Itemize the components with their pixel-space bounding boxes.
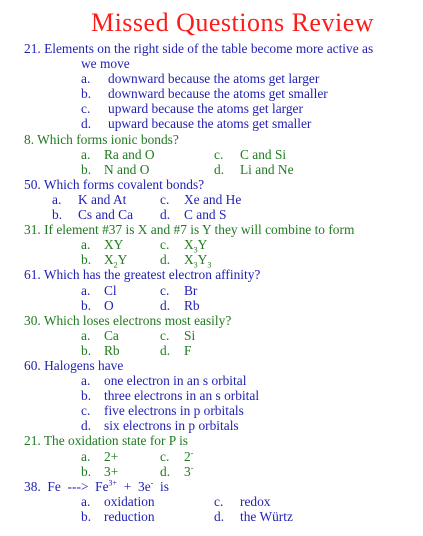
option-formula bbox=[184, 252, 212, 270]
option-text: five electrons in p orbitals bbox=[104, 403, 244, 419]
question-61-stem: 61. Which has the greatest electron affinity? bbox=[24, 267, 261, 283]
option-letter: c. bbox=[160, 282, 170, 298]
option-letter: b. bbox=[81, 463, 92, 479]
option-letter: b. bbox=[52, 207, 63, 223]
option-letter: c. bbox=[160, 448, 170, 464]
question-60-option-row bbox=[0, 403, 423, 418]
option-text: C and S bbox=[184, 207, 227, 223]
option-text: upward because the atoms get larger bbox=[108, 101, 303, 117]
option-text: Xe and He bbox=[184, 191, 242, 207]
option-letter: d. bbox=[81, 418, 92, 434]
question-8-option-row bbox=[0, 162, 423, 177]
option-letter: c. bbox=[160, 191, 170, 207]
charge-sign: - bbox=[190, 463, 194, 473]
charge-number: 3 bbox=[184, 463, 191, 479]
question-50-option-row bbox=[0, 207, 423, 222]
option-text: Rb bbox=[104, 342, 120, 358]
option-text: Si bbox=[184, 327, 196, 343]
formula-part: X bbox=[104, 252, 114, 268]
question-38-stem-row bbox=[0, 479, 423, 494]
question-21-option-row bbox=[0, 116, 423, 131]
option-letter: d. bbox=[160, 342, 171, 358]
option-text: redox bbox=[240, 493, 271, 509]
question-61-stem-row bbox=[0, 267, 423, 282]
formula-subscript: 3 bbox=[193, 245, 198, 255]
question-60-option-row bbox=[0, 418, 423, 433]
formula-subscript: 2 bbox=[113, 260, 118, 270]
question-31-option-row bbox=[0, 252, 423, 270]
formula-part: X bbox=[184, 252, 194, 268]
option-text: upward because the atoms get smaller bbox=[108, 116, 312, 132]
option-text: 3+ bbox=[104, 463, 119, 479]
option-letter: a. bbox=[81, 237, 91, 253]
option-letter: a. bbox=[81, 71, 91, 87]
option-letter: d. bbox=[160, 252, 171, 268]
option-text: Cs and Ca bbox=[78, 207, 134, 223]
question-31-option-row bbox=[0, 237, 423, 255]
formula-subscript: 3 bbox=[193, 260, 198, 270]
option-letter: c. bbox=[160, 327, 170, 343]
equation-part: 38. Fe ---> Fe bbox=[24, 478, 109, 494]
question-sheet bbox=[0, 41, 423, 524]
option-letter: a. bbox=[81, 373, 91, 389]
question-31-stem-row bbox=[0, 222, 423, 237]
option-letter: a. bbox=[81, 327, 91, 343]
question-61-option-row bbox=[0, 298, 423, 313]
page-title: Missed Questions Review bbox=[90, 8, 375, 37]
option-letter: b. bbox=[81, 297, 92, 313]
question-30-option-row bbox=[0, 328, 423, 343]
question-60-stem-row bbox=[0, 358, 423, 373]
question-60-option-row bbox=[0, 373, 423, 388]
option-charge bbox=[184, 464, 193, 479]
question-8-stem: 8. Which forms ionic bonds? bbox=[24, 131, 179, 147]
option-text: six electrons in p orbitals bbox=[104, 418, 239, 434]
option-text: oxidation bbox=[104, 493, 155, 509]
option-text: 2+ bbox=[104, 448, 119, 464]
option-letter: a. bbox=[81, 146, 91, 162]
question-21-stem-row-2 bbox=[0, 56, 423, 71]
option-letter: d. bbox=[160, 207, 171, 223]
option-text: Ca bbox=[104, 327, 119, 343]
option-letter: c. bbox=[81, 101, 91, 117]
option-letter: d. bbox=[160, 463, 171, 479]
option-text: reduction bbox=[104, 508, 155, 524]
question-30-option-row bbox=[0, 343, 423, 358]
option-formula bbox=[184, 237, 208, 255]
option-charge bbox=[184, 449, 193, 464]
question-8-stem-row bbox=[0, 132, 423, 147]
option-text: O bbox=[104, 297, 114, 313]
question-50-option-row bbox=[0, 192, 423, 207]
formula-part: Y bbox=[117, 252, 128, 268]
option-letter: c. bbox=[214, 493, 224, 509]
option-text: Br bbox=[184, 282, 198, 298]
formula-part: Y bbox=[197, 252, 208, 268]
question-60-option-row bbox=[0, 388, 423, 403]
question-50-stem-row bbox=[0, 177, 423, 192]
question-50-stem: 50. Which forms covalent bonds? bbox=[24, 176, 205, 192]
question-21-stem-continued: we move bbox=[81, 56, 130, 72]
option-letter: b. bbox=[81, 342, 92, 358]
question-21-oxidation-option-row bbox=[0, 449, 423, 464]
question-21-option-row bbox=[0, 86, 423, 101]
question-60-stem: 60. Halogens have bbox=[24, 357, 124, 373]
formula-subscript: 3 bbox=[207, 260, 212, 270]
question-21-option-row bbox=[0, 71, 423, 86]
formula-part: X bbox=[184, 237, 194, 253]
option-letter: d. bbox=[160, 297, 171, 313]
question-21-stem-row bbox=[0, 41, 423, 56]
option-text: Cl bbox=[104, 282, 117, 298]
charge-number: 2 bbox=[184, 448, 191, 464]
option-text: downward because the atoms get smaller bbox=[108, 86, 328, 102]
question-61-option-row bbox=[0, 283, 423, 298]
question-8-option-row bbox=[0, 147, 423, 162]
option-letter: b. bbox=[81, 161, 92, 177]
question-21-stem: 21. Elements on the right side of the table become more active as bbox=[24, 41, 374, 56]
option-letter: a. bbox=[81, 493, 91, 509]
option-letter: b. bbox=[81, 252, 92, 268]
equation-part: is bbox=[153, 478, 169, 494]
option-text: Li and Ne bbox=[240, 161, 294, 177]
option-letter: b. bbox=[81, 508, 92, 524]
option-letter: d. bbox=[214, 508, 225, 524]
charge-sign: - bbox=[190, 448, 194, 458]
option-letter: d. bbox=[81, 116, 92, 132]
formula-part: Y bbox=[197, 237, 208, 253]
question-31-stem: 31. If element #37 is X and #7 is Y they will combine to form bbox=[24, 222, 355, 238]
option-text: downward because the atoms get larger bbox=[108, 71, 320, 87]
option-text: Rb bbox=[184, 297, 200, 313]
question-38-option-row bbox=[0, 494, 423, 509]
option-text: three electrons in an s orbital bbox=[104, 388, 260, 404]
option-text: XY bbox=[104, 237, 124, 253]
equation-part: + 3e bbox=[117, 478, 151, 494]
option-letter: b. bbox=[81, 86, 92, 102]
option-text: K and At bbox=[78, 191, 127, 207]
question-21-oxidation-stem: 21. The oxidation state for P is bbox=[24, 433, 189, 449]
option-letter: c. bbox=[81, 403, 91, 419]
option-text: F bbox=[184, 342, 192, 358]
option-letter: c. bbox=[214, 146, 224, 162]
question-38-option-row bbox=[0, 509, 423, 524]
option-letter: a. bbox=[52, 191, 62, 207]
question-21-option-row bbox=[0, 101, 423, 116]
option-text: N and O bbox=[104, 161, 150, 177]
option-letter: c. bbox=[160, 237, 170, 253]
ion-charge: 3+ bbox=[108, 478, 118, 488]
electron-charge: - bbox=[150, 478, 154, 488]
option-text: C and Si bbox=[240, 146, 287, 162]
option-text: Ra and O bbox=[104, 146, 155, 162]
question-38-stem bbox=[24, 479, 169, 494]
option-text: one electron in an s orbital bbox=[104, 373, 247, 389]
question-21-oxidation-stem-row bbox=[0, 433, 423, 448]
option-letter: b. bbox=[81, 388, 92, 404]
option-formula bbox=[104, 252, 128, 270]
question-30-stem: 30. Which loses electrons most easily? bbox=[24, 312, 232, 328]
option-letter: a. bbox=[81, 282, 91, 298]
option-text: the Würtz bbox=[240, 508, 293, 524]
question-21-oxidation-option-row bbox=[0, 464, 423, 479]
question-30-stem-row bbox=[0, 313, 423, 328]
option-letter: d. bbox=[214, 161, 225, 177]
option-letter: a. bbox=[81, 448, 91, 464]
